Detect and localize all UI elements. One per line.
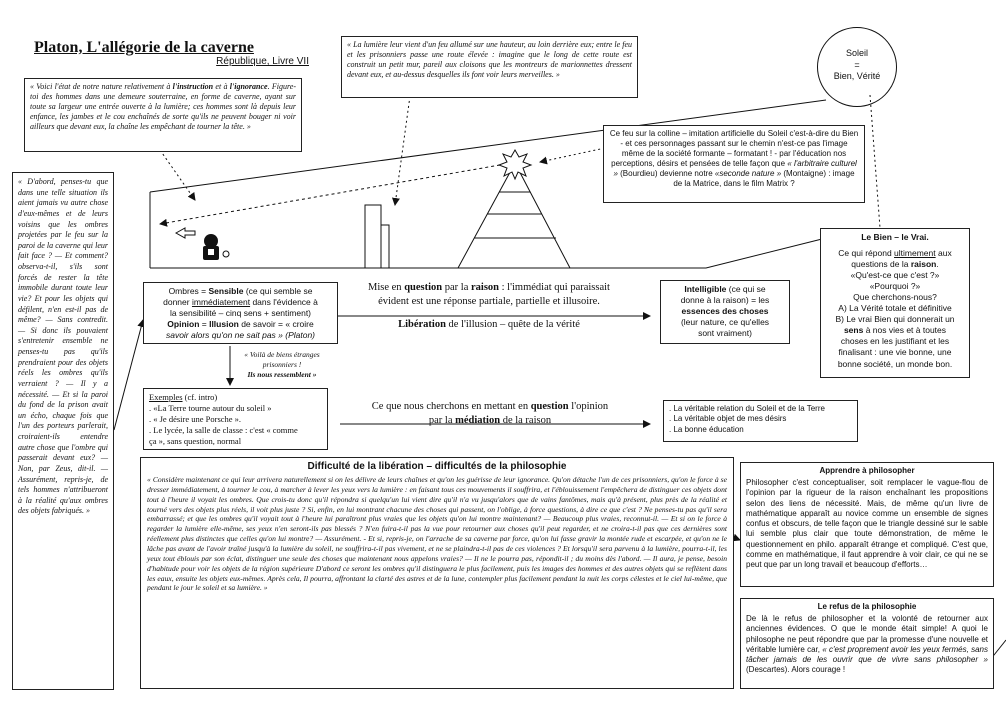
page-title: Platon, L'allégorie de la caverne [34,39,254,56]
bien-b2b: à nos vies et à toutes [863,325,947,336]
arrow-left-column [114,320,143,430]
ombres-sensible: Sensible [208,286,244,296]
veritable-2: . La véritable objet de mes désirs [669,414,787,424]
sun-meaning: Bien, Vérité [833,71,881,82]
bien-ultimement: ultimement [894,248,936,259]
fire-quote-box [341,36,638,98]
page-subtitle: République, Livre VII [216,56,309,68]
mq-line3: de l'illusion – quête de la vérité [445,319,580,331]
bien-title: Le Bien – le Vrai. [861,232,929,242]
refus-text2: (Descartes). Alors courage ! [746,665,846,675]
exemples-title-rest: (cf. intro) [182,392,218,402]
bien-vrai-box [820,228,970,378]
bien-q1: «Qu'est-ce que c'est ?» [850,270,940,281]
apprendre-text: Philosopher c'est conceptualiser, soit remplacer le vague-flou de l'opinion par la rigueur de la raison enchaînant les propositions selon des liens de nécessité. Mais, de même qu'un livre de mathématique apparaît au novice comme un ensemble de signes confus et obscurs, de telle façon que le triangle dessiné sur le sable lui semble plus clair que toute démonstration, de même le questionnement en philo. apparaît étrange et compliqué. C'est que, comme en mathématique, il faut apprendre à voir clair, ce qui ne se peut que par un long travail et beaucoup d'efforts… [746,478,988,570]
sun-label: Soleil [845,48,868,58]
intelligible-box [660,280,790,344]
difficulte-text: « Considère maintenant ce qui leur arrivera naturellement si on les délivre de leurs chaînes et qu'on les guérisse de leur ignorance. Qu'on détache l'un de ces prisonniers, qu'on le force à se dresser immédiatement, à tourner le cou, à marcher à lever les yeux vers la lumière : en faisant tous ces mouvements il souffrira, et l'éblouissement l'empêchera de distinguer ces objets dont tout à l'heure il voyait les ombres. Que crois-tu donc qu'il répondra si quelqu'un lui vient dire qu'il n'a vu jusqu'alors que de vains fantômes, mais qu'à présent, plus près de la réalité et tourné vers des objets plus réels, il voit plus juste ? Si, enfin, en lui montrant chacune des choses qui passent, on l'oblige, à force questions, à dire ce que c'est ? Ne penses-tu pas qu'il sera embarrassé; et que les ombres qu'il voyait tout à l'heure lui paraîtront plus vraies que les objets qu'on lui montre maintenant? — Beaucoup plus vraies, reconnut-il. — Et si on le force à regarder la lumière elle-même, ses yeux n'en seront-ils pas blessés ? N'en fuira-t-il pas la vue pour retourner aux choses qu'il peut regarder, et ne croira-t-il pas que ces dernières sont réellement plus distinctes que celles qu'on lui montre? — Assurément. - Et si, repris-je, on l'arrache de sa caverne par force, qu'on lui fasse gravir la montée rude et escarpée, et qu'on ne le lâche pas avant de l'avoir traîné jusqu'à la lumière du soleil, ne souffrira-t-il pas vivement, et ne se plaindra-t-il pas de ces violences ? Et lorsqu'il sera parvenu à la lumière, pourra-t-il, les yeux tout éblouis par son éclat, distinguer une seule des choses que maintenant nous appelons vraies? — Il ne le pourra pas, répondit-il ; du moins dès l'abord. — Il aura, je pense, besoin d'habitude pour voir les objets de la région supérieure D'abord ce seront les ombres qu'il distinguera le plus facilement, puis les images des hommes et des autres objets qui se reflètent dans les eaux, ensuite les objets eux-mêmes. Après cela, Il pourra, affrontant la clarté des astres et de la lune, contempler plus facilement pendant la nuit les corps célestes et le ciel lui-même, que pendant le jour le soleil et sa lumière. » [147,475,727,593]
refus-box [740,598,994,689]
intelligible-l5: sont vraiment) [698,328,752,339]
veritable-3: . La bonne éducation [669,424,744,434]
biens-etranges-quote [237,350,327,379]
veritable-box [663,400,858,442]
intelligible-l1b: (ce qui se [726,284,766,294]
intelligible-essences: essences des choses [681,306,769,317]
bien-raison: raison [910,259,937,270]
ombres-l4d: de savoir = « croire [238,319,314,330]
apprendre-title: Apprendre à philosopher [819,466,915,475]
refus-text1: De là le refus de philosopher et la volonté de retourner aux anciennes évidences. O que le monde était simple! A quoi le philosophe ne peut répondre que par la promesse d'une nouvelle et véritable lumière car, [746,614,988,654]
bien-l1a: Ce qui répond [838,248,895,259]
ombres-illusion: Illusion [209,319,239,330]
exemple-2: . « Je désire une Porsche ». [149,414,242,425]
exemple-3: . Le lycée, la salle de classe : c'est « comme [149,425,298,436]
bien-l2a: questions de la [851,259,911,270]
mq-liberation: Libération [398,319,446,331]
ombres-immediatement: immédiatement [191,297,251,308]
refus-title: Le refus de la philosophie [817,602,917,611]
ombres-l1c: (ce qui semble se [243,286,313,296]
difficulte-title: Difficulté de la libération – difficultés de la philosophie [307,461,567,472]
feu-commentary-text: Ce feu sur la colline – imitation artificielle du Soleil c'est-à-dire du Bien - et ces personnages passant sur le chemin n'est-ce pas l'image même de la société formante – formatant ! - par l'éducation nos perceptions, désirs et pensées de telle façon que [609,129,859,168]
feu-commentary-box [603,125,865,203]
intro-quote-box [24,78,302,152]
intro-quote-instruction: l'instruction [172,82,214,91]
bien-q3: Que cherchons-nous? [853,292,937,303]
mq-raison: raison [471,282,500,293]
refus-descartes-quote: « c'est proprement avoir les yeux fermés, sans tâcher jamais de les ouvrir que de vivre sans philosopher » [746,644,989,665]
intelligible-l4: (leur nature, ce qu'elles [680,317,770,328]
intro-quote-post: . Figure-toi des hommes dans une demeure souterraine, en forme de caverne, ayant sur toute sa largeur une entrée ouverte à la lumière; ces hommes sont là depuis leur enfance, les jambes et le cou enchaînés de sorte qu'ils ne peuvent bouger ni voir ailleurs que devant eux, la chaîne les empêchant de tourner la tête. » [30,82,297,131]
be-l2: prisonniers ! [262,359,302,369]
ch-mediation: médiation [455,414,501,426]
mq-line2: évident est une réponse partiale, partielle et illusoire. [378,295,600,307]
small-wall-2 [381,225,389,268]
mise-en-question [330,281,648,332]
bien-a: A) La Vérité totale et définitive [838,303,952,314]
fire-quote-text: « La lumière leur vient d'un feu allumé sur une hauteur, au loin derrière eux; entre le feu et les prisonniers passe une route élevée : imagine que le long de cette route est construit un petit mur, pareil aux cloisons que les montreurs de marionnettes dressent devant eux, et au-dessus desquelles ils font voir leurs merveilles. » [347,40,632,79]
feu-commentary-end: (Montaigne) : image de la Matrice, dans le film Matrix ? [673,169,855,188]
small-wall [365,205,381,268]
ombres-l1a: Ombres = [168,286,209,296]
be-l3: Ils nous ressemblent » [247,369,317,379]
ombres-l2a: donner [163,297,192,308]
shadow-arrow-icon [176,228,195,238]
difficulte-box [140,457,734,689]
mq-question: question [404,282,443,293]
fire-icon [499,150,531,179]
intro-quote-ignorance: l'ignorance [229,82,268,91]
sun-equals: = [854,59,860,70]
ch-question: question [530,401,569,412]
mq-1e: : l'immédiat qui paraissait [499,282,610,293]
ch-l2c: de la raison [500,414,552,426]
prisoner-icon [203,234,229,260]
mq-1a: Mise en [368,282,405,293]
exemples-box [143,388,328,450]
be-l1: « Voilà de biens étranges [244,350,320,359]
ombres-l2c: dans l'évidence à [250,297,318,308]
bien-q2: «Pourquoi ?» [869,281,921,292]
ch-l2a: par la [428,414,456,426]
ombres-l5: savoir alors qu'on ne sait pas » (Platon) [165,330,316,341]
title-block [34,38,309,68]
intro-quote-mid: et à [213,82,230,91]
arbitraire-culturel: « l'arbitraire culturel » [613,159,857,178]
sun-circle [817,27,897,107]
mq-1c: par la [442,282,471,293]
left-dialogue-column [12,172,114,690]
ombres-box [143,282,338,344]
cherchons-text [340,400,640,427]
apprendre-box [740,462,994,587]
exemple-4: ça », sans question, normal [149,436,242,447]
ombres-l3: la sensibilité – cinq sens + sentiment) [169,308,312,319]
ch-l1c: l'opinion [568,401,609,412]
intro-quote-pre: « Voici l'état de notre nature relativement à [30,82,173,91]
feu-commentary-rest: (Bourdieu) devienne notre [617,169,715,178]
bien-b5: bonne société, un monde bon. [837,358,953,369]
exemple-1: . «La Terre tourne autour du soleil » [149,403,272,414]
exemples-title: Exemples [149,392,183,402]
veritable-1: . La véritable relation du Soleil et de la Terre [669,404,825,413]
bien-l2c: . [936,259,939,270]
ch-l1a: Ce que nous cherchons en mettant en [371,401,531,412]
bien-sens: sens [843,325,864,336]
light-ray-line [160,165,500,224]
intelligible-l2: donne à la raison) = les [680,295,770,306]
intelligible-word: Intelligible [684,284,727,294]
left-dialogue-text: « D'abord, penses-tu que dans une telle situation ils aient jamais vu autre chose d'eux-mêmes et de leurs voisins que les ombres projetées par le feu sur la paroi de la caverne qui leur fait face ? — Et comment? observa-t-il, s'ils sont forcés de rester la tête immobile durant toute leur vie? Et pour les objets qui défilent, n'en est-il pas de même? — Sans contredit. — Si donc ils pouvaient s'entretenir ensemble ne penses-tu pas qu'ils prendraient pour des objets réels les ombres qu'ils verraient ? — Il y a nécessité. — Et si la paroi du fond de la prison avait un écho, chaque fois que l'un des porteurs parlerait, croiraient-ils entendre autre chose que l'ombre qui passerait devant eux? — Non, par Zeus, dit-il. — Assurément, repris-je, de tels hommes n'attribueront à la réalité qu'aux ombres des objets fabriqués. » [18,177,108,516]
bien-l1c: aux [935,248,952,259]
ombres-opinion: Opinion [167,319,200,330]
bien-b3: choses en les justifiant et les [840,336,950,347]
seconde-nature: «seconde nature » [714,169,782,178]
bien-b4: finalisant : une vie bonne, une [838,347,952,358]
mountain [458,163,570,268]
bien-b1: B) Le vrai Bien qui donnerait un [835,314,955,325]
ombres-l4b: = [199,319,210,330]
